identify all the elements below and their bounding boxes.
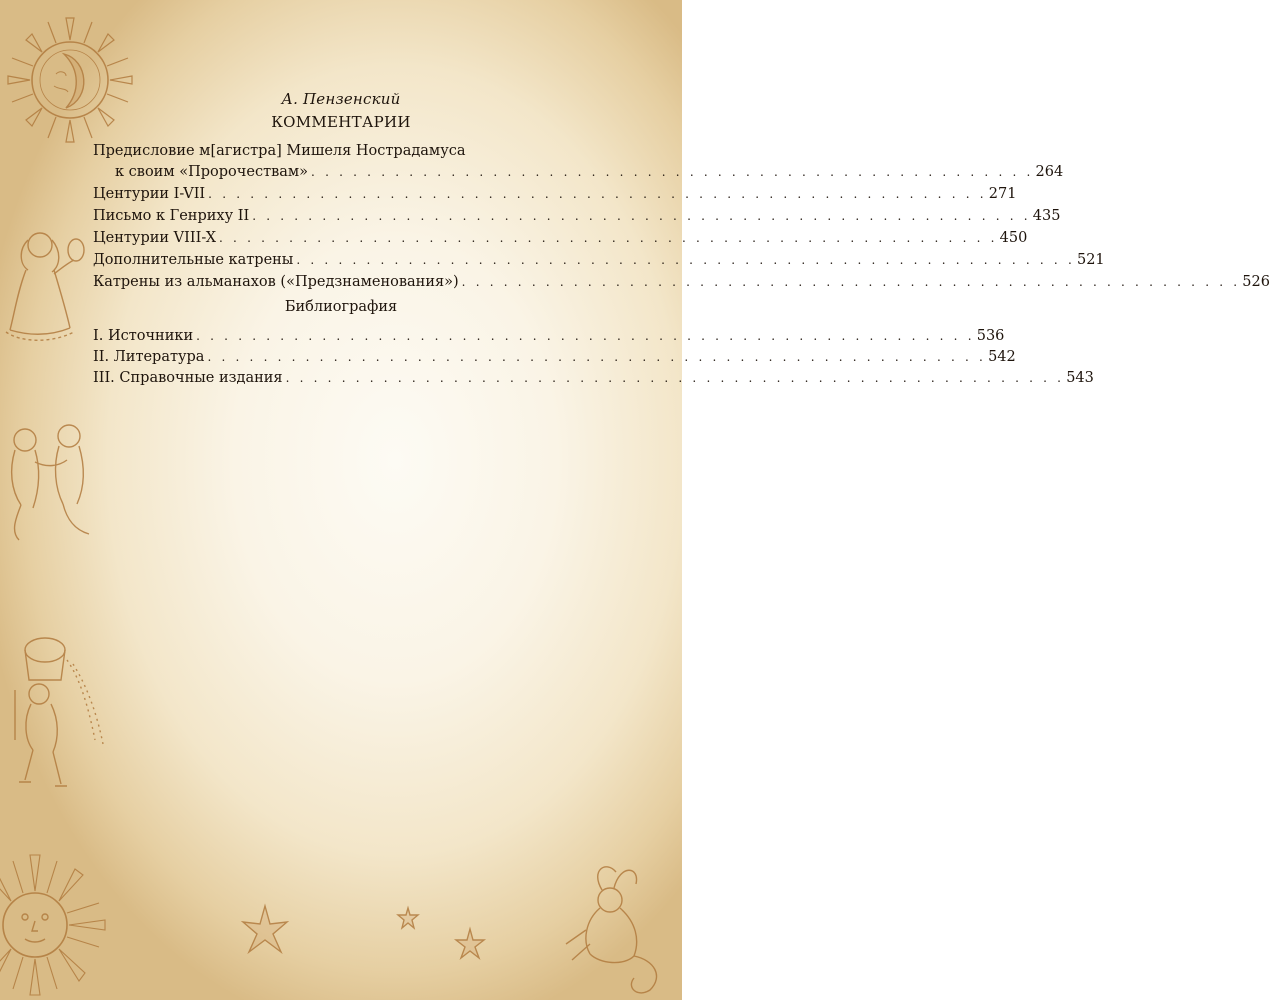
toc-entry-label: к своим «Пророчествам»	[115, 164, 309, 180]
toc-entry-label: III. Справочные издания	[93, 370, 283, 386]
author-name: А. Пензенский	[281, 90, 401, 108]
toc-entry[interactable]	[93, 326, 1005, 347]
toc-entry[interactable]	[93, 250, 1105, 271]
toc-leader-dots: . . . . . . . . . . . . . . . . . . . . . . . . . . . . . . . . . . . . . . . . . . . . . . . . . . . . . . . .	[285, 371, 1065, 385]
toc-leader-dots: . . . . . . . . . . . . . . . . . . . . . . . . . . . . . . . . . . . . . . . . . . . . . . . . . . . .	[311, 165, 1034, 179]
toc-entry[interactable]	[93, 228, 1028, 249]
toc-entry[interactable]	[93, 368, 1094, 389]
toc-leader-dots: . . . . . . . . . . . . . . . . . . . . . . . . . . . . . . . . . . . . . . . . . . . . . . . . . . . . . . . .	[208, 187, 987, 201]
toc-entry-label: Дополнительные катрены	[93, 252, 294, 268]
toc-entry-label: Центурии I-VII	[93, 186, 206, 202]
toc-entry[interactable]	[93, 206, 1061, 227]
toc-entry[interactable]	[93, 184, 1017, 205]
toc-entry[interactable]	[93, 272, 1270, 293]
toc-page-number: 536	[976, 328, 1005, 344]
toc-page-number: 543	[1066, 370, 1094, 386]
toc-page-number: 271	[988, 186, 1017, 202]
toc-page-number: 450	[999, 230, 1028, 246]
toc-page-number: 264	[1035, 164, 1064, 180]
toc-page-number: 435	[1032, 208, 1061, 224]
toc-page-number: 521	[1076, 252, 1105, 268]
toc-leader-dots: . . . . . . . . . . . . . . . . . . . . . . . . . . . . . . . . . . . . . . . . . . . . . . . . . . . . . . . .	[219, 231, 998, 245]
toc-leader-dots: . . . . . . . . . . . . . . . . . . . . . . . . . . . . . . . . . . . . . . . . . . . . . . . . . . . . . . . .	[461, 275, 1241, 289]
toc-leader-dots: . . . . . . . . . . . . . . . . . . . . . . . . . . . . . . . . . . . . . . . . . . . . . . . . . . . . . . . .	[196, 329, 975, 343]
toc-entry-label: Катрены из альманахов («Предзнаменования»)	[93, 274, 459, 290]
toc-entry-label-line1: Предисловие м[агистра] Мишеля Нострадамуса	[93, 143, 466, 159]
bibliography-title: Библиография	[284, 299, 398, 315]
toc-entry-label: I. Источники	[93, 328, 194, 344]
toc-entry-label: II. Литература	[93, 349, 205, 365]
toc-entry[interactable]	[115, 162, 1064, 183]
toc-page-number: 526	[1242, 274, 1270, 290]
toc-entry[interactable]	[93, 347, 1016, 368]
toc-leader-dots: . . . . . . . . . . . . . . . . . . . . . . . . . . . . . . . . . . . . . . . . . . . . . . . . . . . . . . . .	[207, 350, 987, 364]
section-title: КОММЕНТАРИИ	[271, 113, 411, 131]
toc-leader-dots: . . . . . . . . . . . . . . . . . . . . . . . . . . . . . . . . . . . . . . . . . . . . . . . . . . . . . . . .	[296, 253, 1075, 267]
toc-leader-dots: . . . . . . . . . . . . . . . . . . . . . . . . . . . . . . . . . . . . . . . . . . . . . . . . . . . . . . . .	[252, 209, 1031, 223]
toc-entry-label: Письмо к Генриху II	[93, 208, 250, 224]
toc-entry-label: Центурии VIII-X	[93, 230, 217, 246]
toc-page-number: 542	[988, 349, 1016, 365]
